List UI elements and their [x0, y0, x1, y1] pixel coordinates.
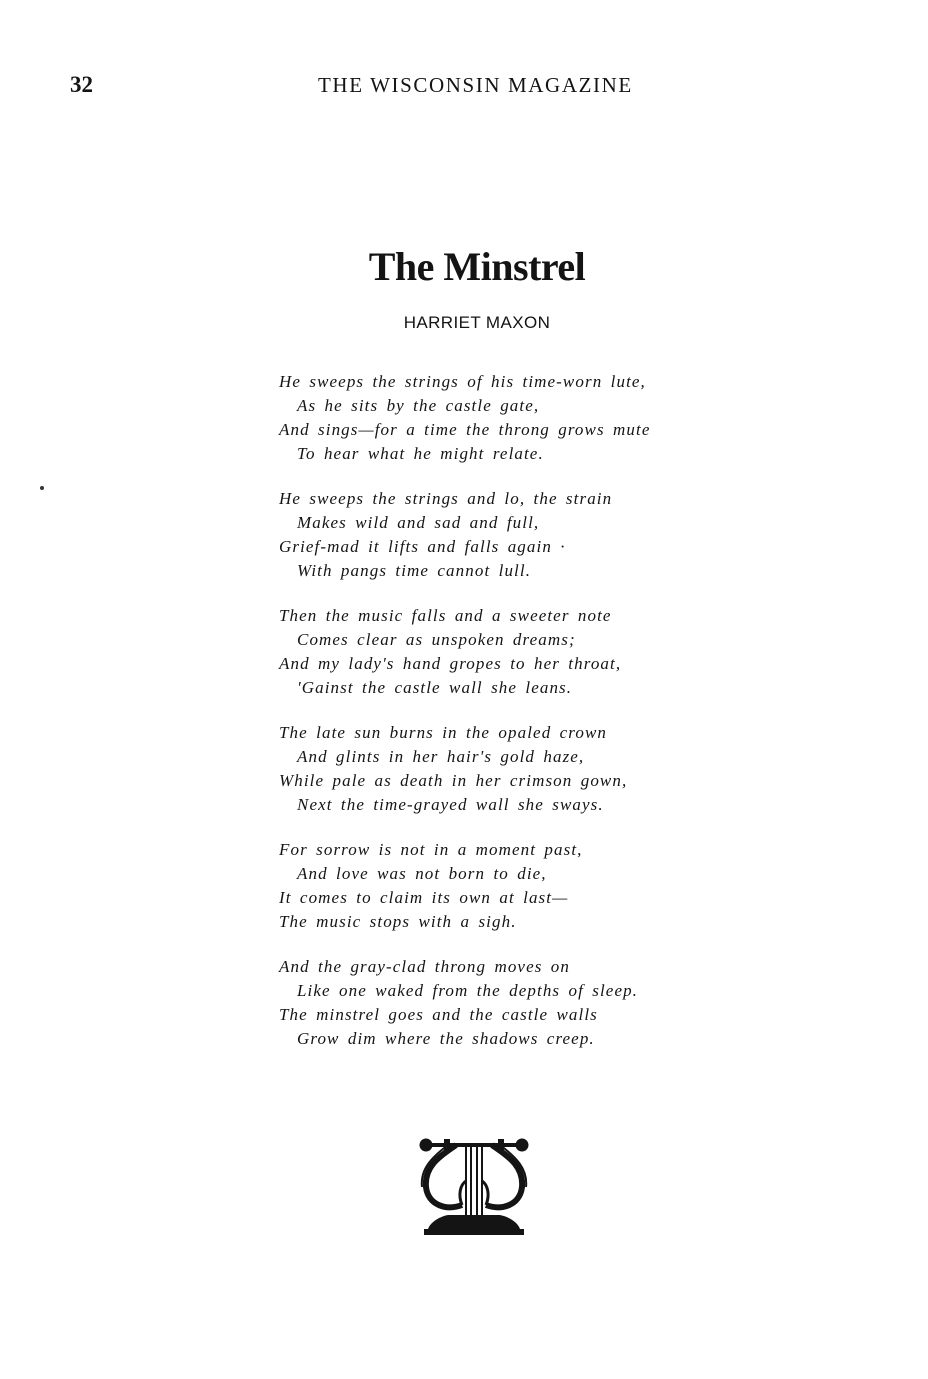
poem-title: The Minstrel — [368, 244, 586, 289]
lyre-icon — [418, 1135, 530, 1239]
poem-line: And the gray-clad throng moves on — [279, 957, 570, 976]
poem-line: To hear what he might relate. — [297, 444, 544, 463]
poem-line: Grief-mad it lifts and falls again · — [279, 537, 566, 556]
stanza — [279, 721, 699, 817]
page-number: 32 — [70, 72, 93, 97]
poem-line: As he sits by the castle gate, — [297, 396, 540, 415]
stanza — [279, 370, 699, 466]
poem-line: With pangs time cannot lull. — [297, 561, 532, 580]
poem-line: And sings—for a time the throng grows mute — [279, 420, 651, 439]
poem-line: It comes to claim its own at last— — [279, 888, 569, 907]
stanza — [279, 604, 699, 700]
poem-line: He sweeps the strings and lo, the strain — [279, 489, 613, 508]
poem-line: Makes wild and sad and full, — [297, 513, 540, 532]
stanza — [279, 487, 699, 583]
poem-line: The late sun burns in the opaled crown — [279, 723, 608, 742]
poem-author: HARRIET MAXON — [403, 313, 551, 332]
stanza — [279, 838, 699, 934]
ink-speck — [40, 486, 44, 490]
stanza — [279, 955, 699, 1051]
poem-line: Then the music falls and a sweeter note — [279, 606, 612, 625]
poem-line: And love was not born to die, — [297, 864, 547, 883]
poem-line: For sorrow is not in a moment past, — [279, 840, 583, 859]
poem-line: Comes clear as unspoken dreams; — [297, 630, 576, 649]
poem-line: He sweeps the strings of his time-worn lute, — [279, 372, 646, 391]
poem-line: 'Gainst the castle wall she leans. — [297, 678, 573, 697]
poem-line: The music stops with a sigh. — [279, 912, 517, 931]
poem-line: The minstrel goes and the castle walls — [279, 1005, 598, 1024]
poem-line: Grow dim where the shadows creep. — [297, 1029, 595, 1048]
running-title: THE WISCONSIN MAGAZINE — [318, 73, 633, 97]
poem-line: Like one waked from the depths of sleep. — [297, 981, 639, 1000]
poem-line: Next the time-grayed wall she sways. — [297, 795, 604, 814]
poem-line: And my lady's hand gropes to her throat, — [279, 654, 622, 673]
poem-line: And glints in her hair's gold haze, — [297, 747, 585, 766]
poem-line: While pale as death in her crimson gown, — [279, 771, 628, 790]
poem-body — [279, 370, 699, 1072]
